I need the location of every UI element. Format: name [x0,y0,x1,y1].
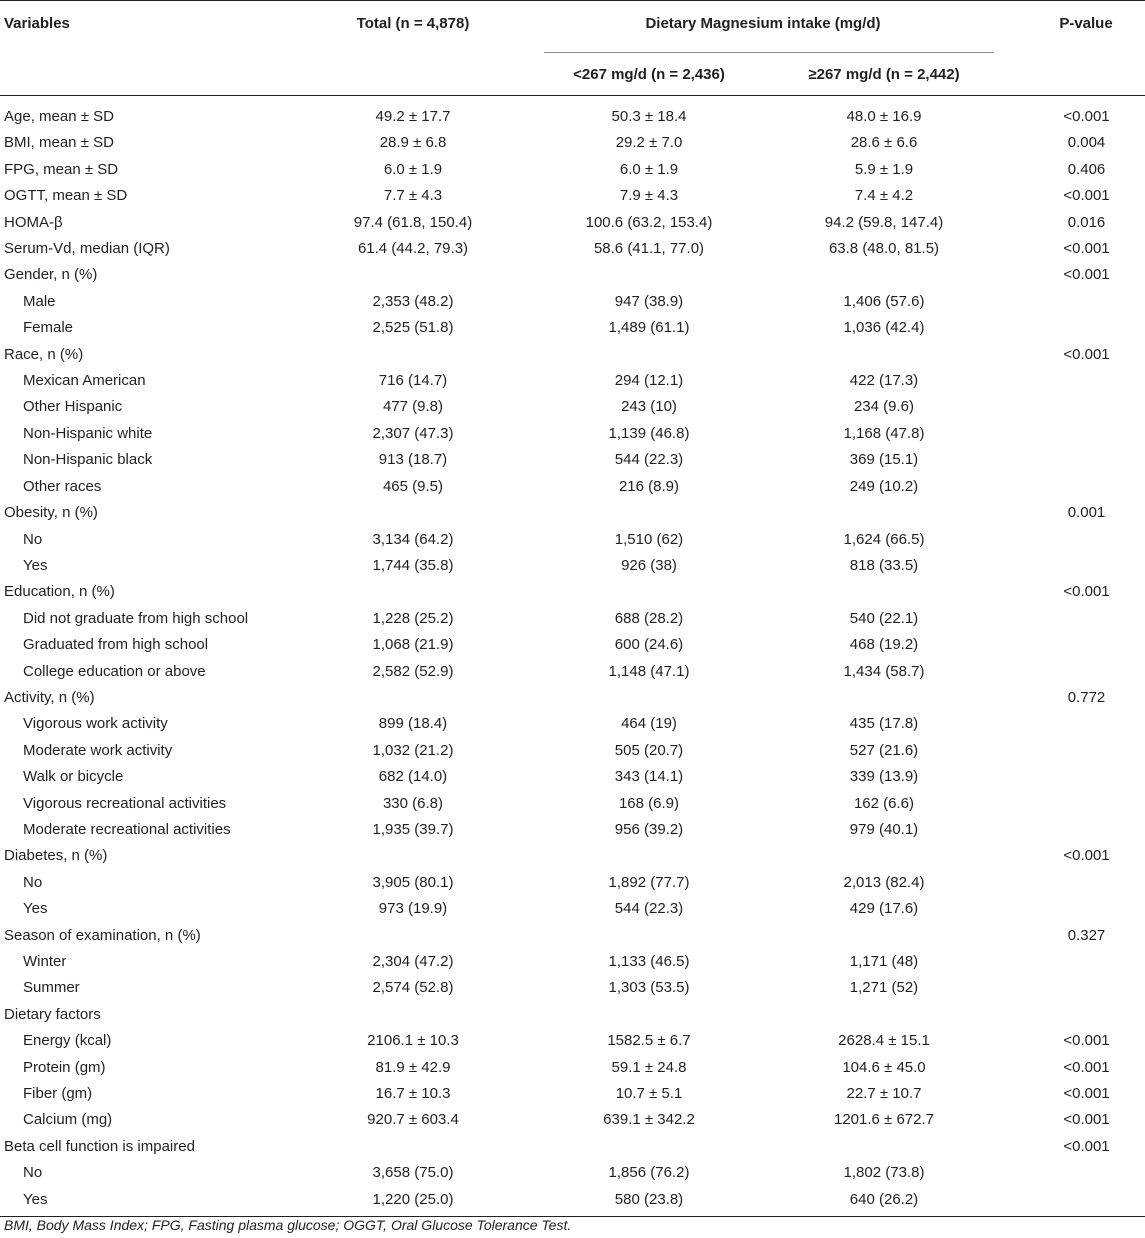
row-label: HOMA-β [4,213,63,231]
row-label: Calcium (mg) [23,1111,113,1129]
cell-high-intake: 979 (40.1) [849,820,919,838]
table-row [0,843,1145,869]
table-row [0,421,1145,447]
row-label: Female [23,319,74,337]
cell-low-intake: 639.1 ± 342.2 [603,1111,695,1129]
row-label: Dietary factors [4,1005,101,1023]
row-label: Vigorous recreational activities [23,794,227,812]
header-empty-2 [298,53,528,96]
cell-total: 7.7 ± 4.3 [383,187,443,205]
row-label: Other Hispanic [23,398,123,416]
table-row [0,96,1145,131]
header-variables: Variables [0,1,298,54]
row-label: Activity, n (%) [4,688,95,706]
row-label: Education, n (%) [4,583,115,601]
cell-high-intake: 640 (26.2) [770,1187,998,1217]
table-row [0,791,1145,817]
table-row [0,1134,1145,1160]
cell-total: 1,220 (25.0) [298,1187,528,1217]
cell-pvalue [998,632,1145,658]
table-row [0,368,1145,394]
cell-total: 3,134 (64.2) [372,530,454,548]
cell-high-intake: 2,013 (82.4) [843,873,925,891]
row-label: Serum-Vd, median (IQR) [4,240,170,258]
table-row [0,157,1145,183]
cell-low-intake: 294 (12.1) [614,372,684,390]
cell-pvalue: 0.327 [1067,926,1106,944]
table-row [0,923,1145,949]
cell-high-intake [770,923,998,949]
header-row-1 [0,1,1145,54]
row-label: Non-Hispanic black [23,451,153,469]
cell-high-intake [770,1002,998,1028]
cell-total: 913 (18.7) [378,451,448,469]
cell-high-intake: 1,171 (48) [849,953,919,970]
cell-total: 61.4 (44.2, 79.3) [357,240,469,258]
cell-low-intake: 1,139 (46.8) [608,424,690,442]
table-row [0,1160,1145,1186]
table-row [0,975,1145,1001]
cell-total [298,843,528,869]
row-label: Protein (gm) [23,1058,106,1076]
row-label: Season of examination, n (%) [4,926,201,944]
cell-low-intake: 59.1 ± 24.8 [611,1058,687,1076]
cell-pvalue [998,791,1145,817]
cell-pvalue [998,527,1145,553]
row-label: Fiber (gm) [23,1085,93,1103]
table-row [0,553,1145,579]
header-total: Total (n = 4,878) [298,1,528,54]
cell-low-intake: 1,892 (77.7) [608,873,690,891]
cell-low-intake [528,1134,770,1160]
cell-pvalue [998,817,1145,843]
table-row [0,632,1145,658]
cell-low-intake: 1,148 (47.1) [608,662,690,680]
header-magnesium-group [528,1,998,54]
cell-high-intake: 28.6 ± 6.6 [850,134,918,152]
row-label: No [23,1164,43,1182]
cell-pvalue: <0.001 [1063,187,1110,205]
row-label: BMI, mean ± SD [4,134,114,152]
cell-low-intake: 600 (24.6) [614,636,684,654]
cell-high-intake: 468 (19.2) [849,636,919,654]
row-label: Gender, n (%) [4,266,98,284]
cell-low-intake: 10.7 ± 5.1 [615,1085,683,1103]
table-row [0,949,1145,975]
table-row [0,1055,1145,1081]
cell-pvalue: <0.001 [1063,847,1110,865]
cell-low-intake: 505 (20.7) [614,741,684,759]
table-row [0,1081,1145,1107]
table-row [0,1002,1145,1028]
cell-total [298,500,528,526]
cell-pvalue [998,289,1145,315]
cell-pvalue: <0.001 [1063,1137,1110,1155]
cell-total: 1,068 (21.9) [372,636,454,654]
cell-low-intake: 50.3 ± 18.4 [611,108,687,125]
cell-pvalue: <0.001 [1063,345,1110,363]
table-row [0,1187,1145,1217]
cell-total: 682 (14.0) [378,768,448,786]
table-row [0,606,1145,632]
row-label: FPG, mean ± SD [4,160,119,178]
cell-high-intake: 540 (22.1) [849,609,919,627]
header-empty-1 [0,53,298,96]
cell-low-intake: 956 (39.2) [614,820,684,838]
table-row [0,210,1145,236]
cell-low-intake [528,262,770,288]
table-row [0,1028,1145,1054]
group-underline [544,52,994,53]
header-pvalue: P-value [998,1,1145,54]
cell-high-intake [770,579,998,605]
header-group-label: Dietary Magnesium intake (mg/d) [645,15,881,32]
table-body [0,96,1145,1217]
cell-pvalue [998,474,1145,500]
cell-low-intake: 343 (14.1) [614,768,684,786]
row-label: Walk or bicycle [23,768,124,786]
cell-low-intake [528,342,770,368]
cell-total [298,342,528,368]
cell-total: 16.7 ± 10.3 [375,1085,451,1103]
cell-low-intake: 29.2 ± 7.0 [615,134,683,152]
row-label: Yes [23,556,48,574]
cell-high-intake: 5.9 ± 1.9 [854,160,914,178]
cell-total: 2,582 (52.9) [372,662,454,680]
cell-high-intake: 104.6 ± 45.0 [842,1058,926,1076]
cell-high-intake: 1,802 (73.8) [843,1164,925,1182]
cell-low-intake [528,685,770,711]
cell-pvalue [998,421,1145,447]
table-row [0,870,1145,896]
cell-low-intake: 1,856 (76.2) [608,1164,690,1182]
table-row [0,817,1145,843]
cell-low-intake [528,500,770,526]
table-row [0,527,1145,553]
table-row [0,500,1145,526]
cell-pvalue: 0.001 [1067,504,1106,522]
cell-low-intake: 464 (19) [621,715,677,733]
header-high-intake: ≥267 mg/d (n = 2,442) [770,53,998,96]
table-row [0,236,1145,262]
cell-total: 973 (19.9) [378,900,448,918]
cell-low-intake [528,1002,770,1028]
cell-high-intake: 429 (17.6) [849,900,919,918]
cell-total: 49.2 ± 17.7 [375,108,451,125]
cell-total: 2,574 (52.8) [372,979,454,997]
cell-total [298,685,528,711]
cell-high-intake: 1,168 (47.8) [843,424,925,442]
cell-low-intake: 544 (22.3) [614,451,684,469]
cell-total: 465 (9.5) [382,477,444,495]
header-low-intake: <267 mg/d (n = 2,436) [528,53,770,96]
cell-high-intake: 7.4 ± 4.2 [854,187,914,205]
cell-high-intake: 1,406 (57.6) [843,292,925,310]
row-label: Yes [0,1187,298,1217]
cell-pvalue: 0.772 [1067,688,1106,706]
cell-high-intake: 162 (6.6) [853,794,915,812]
cell-high-intake: 339 (13.9) [849,768,919,786]
cell-low-intake: 580 (23.8) [528,1187,770,1217]
table-row [0,579,1145,605]
cell-pvalue: 0.016 [1067,213,1106,231]
row-label: Energy (kcal) [23,1032,112,1050]
cell-high-intake: 435 (17.8) [849,715,919,733]
cell-pvalue [998,1187,1145,1217]
row-label: Non-Hispanic white [23,424,153,442]
cell-total: 2,525 (51.8) [372,319,454,337]
cell-total: 3,905 (80.1) [372,873,454,891]
cell-total: 2,307 (47.3) [372,424,454,442]
cell-low-intake: 168 (6.9) [618,794,680,812]
cell-low-intake [528,843,770,869]
cell-pvalue: <0.001 [1063,108,1110,125]
cell-total: 81.9 ± 42.9 [375,1058,451,1076]
cell-high-intake: 818 (33.5) [849,556,919,574]
cell-total: 2,353 (48.2) [372,292,454,310]
cell-low-intake: 926 (38) [621,556,677,574]
cell-pvalue [998,553,1145,579]
cell-total: 899 (18.4) [378,715,448,733]
cell-pvalue [998,975,1145,1001]
table-row [0,394,1145,420]
header-row-2 [0,53,1145,96]
cell-pvalue: 0.004 [1067,134,1106,152]
table-row [0,738,1145,764]
cell-pvalue: <0.001 [1063,240,1110,258]
cell-pvalue [998,738,1145,764]
cell-high-intake: 22.7 ± 10.7 [846,1085,922,1103]
cell-total: 716 (14.7) [378,372,448,390]
cell-low-intake [528,923,770,949]
row-label: Summer [23,979,80,997]
cell-low-intake: 947 (38.9) [614,292,684,310]
cell-high-intake [770,500,998,526]
row-label: Male [23,292,56,310]
table-row [0,711,1145,737]
cell-pvalue: <0.001 [1063,1085,1110,1103]
table-row [0,659,1145,685]
cell-high-intake: 48.0 ± 16.9 [846,108,922,125]
cell-pvalue [998,368,1145,394]
table-row [0,262,1145,288]
cell-pvalue [998,949,1145,975]
cell-high-intake: 527 (21.6) [849,741,919,759]
table-row [0,1107,1145,1133]
cell-pvalue: <0.001 [1063,266,1110,284]
row-label: Beta cell function is impaired [4,1137,195,1155]
header-empty-3 [998,53,1145,96]
cell-low-intake: 7.9 ± 4.3 [619,187,679,205]
cell-low-intake: 1582.5 ± 6.7 [607,1032,691,1050]
cell-total [298,1134,528,1160]
row-label: Winter [23,953,67,970]
cell-high-intake [770,262,998,288]
row-label: No [23,530,43,548]
cell-low-intake: 58.6 (41.1, 77.0) [593,240,705,258]
table-footnote: BMI, Body Mass Index; FPG, Fasting plasma glucose; OGGT, Oral Glucose Tolerance Test. [4,1217,572,1233]
row-label: No [23,873,43,891]
row-label: Other races [23,477,102,495]
cell-low-intake: 544 (22.3) [614,900,684,918]
table-row [0,764,1145,790]
table-row [0,685,1145,711]
cell-low-intake: 688 (28.2) [614,609,684,627]
row-label: Yes [23,900,48,918]
cell-low-intake [528,579,770,605]
cell-pvalue [998,1160,1145,1186]
cell-low-intake: 1,510 (62) [614,530,684,548]
cell-pvalue [998,659,1145,685]
row-label: Moderate recreational activities [23,820,231,838]
cell-pvalue [998,764,1145,790]
row-label: College education or above [23,662,206,680]
cell-total: 2,304 (47.2) [372,953,454,970]
cell-low-intake: 1,489 (61.1) [608,319,690,337]
cell-total: 28.9 ± 6.8 [379,134,447,152]
cell-low-intake: 216 (8.9) [618,477,680,495]
row-label: Did not graduate from high school [23,609,249,627]
cell-high-intake: 1,036 (42.4) [843,319,925,337]
cell-low-intake: 1,133 (46.5) [608,953,690,970]
cell-high-intake [770,685,998,711]
cell-pvalue [998,711,1145,737]
cell-total [298,923,528,949]
cell-high-intake: 234 (9.6) [853,398,915,416]
table-row [0,342,1145,368]
cell-total: 1,228 (25.2) [372,609,454,627]
cell-low-intake: 6.0 ± 1.9 [619,160,679,178]
cell-pvalue [998,896,1145,922]
cell-total [298,579,528,605]
row-label: Obesity, n (%) [4,504,98,522]
cell-pvalue [998,1002,1145,1028]
cell-high-intake: 1,271 (52) [849,979,919,997]
cell-low-intake: 243 (10) [621,398,677,416]
row-label: Age, mean ± SD [4,108,114,125]
cell-high-intake: 63.8 (48.0, 81.5) [828,240,940,258]
cell-low-intake: 1,303 (53.5) [608,979,690,997]
cell-high-intake: 1,624 (66.5) [843,530,925,548]
cell-pvalue [998,606,1145,632]
cell-high-intake: 1,434 (58.7) [843,662,925,680]
row-label: OGTT, mean ± SD [4,187,128,205]
cell-high-intake: 249 (10.2) [849,477,919,495]
table-row [0,130,1145,156]
cell-pvalue: <0.001 [1063,1058,1110,1076]
cell-high-intake: 369 (15.1) [849,451,919,469]
table-row [0,474,1145,500]
table-row [0,896,1145,922]
cell-total: 1,744 (35.8) [372,556,454,574]
table-row [0,289,1145,315]
cell-high-intake: 2628.4 ± 15.1 [838,1032,930,1050]
row-label: Diabetes, n (%) [4,847,108,865]
cell-high-intake [770,1134,998,1160]
row-label: Moderate work activity [23,741,173,759]
table-row [0,447,1145,473]
table-row [0,183,1145,209]
cell-total: 1,032 (21.2) [372,741,454,759]
cell-total: 477 (9.8) [382,398,444,416]
cell-high-intake: 1201.6 ± 672.7 [834,1111,934,1129]
cell-total [298,1002,528,1028]
cell-total: 920.7 ± 603.4 [367,1111,459,1129]
cell-total: 1,935 (39.7) [372,820,454,838]
cell-high-intake [770,843,998,869]
cell-total: 3,658 (75.0) [372,1164,454,1182]
cell-pvalue [998,394,1145,420]
cell-pvalue: 0.406 [1067,160,1106,178]
cell-pvalue: <0.001 [1063,1111,1110,1129]
cell-total [298,262,528,288]
cell-high-intake: 94.2 (59.8, 147.4) [824,213,944,231]
row-label: Race, n (%) [4,345,84,363]
cell-total: 330 (6.8) [382,794,444,812]
cell-pvalue [998,315,1145,341]
cell-high-intake: 422 (17.3) [849,372,919,390]
cell-total: 2106.1 ± 10.3 [367,1032,459,1050]
cell-total: 97.4 (61.8, 150.4) [353,213,473,231]
row-label: Graduated from high school [23,636,209,654]
cell-pvalue [998,447,1145,473]
table-row [0,315,1145,341]
cell-pvalue [998,870,1145,896]
cell-high-intake [770,342,998,368]
cell-pvalue: <0.001 [1063,583,1110,601]
cell-low-intake: 100.6 (63.2, 153.4) [585,213,713,231]
row-label: Vigorous work activity [23,715,168,733]
row-label: Mexican American [23,372,146,390]
cell-pvalue: <0.001 [1063,1032,1110,1050]
cell-total: 6.0 ± 1.9 [383,160,443,178]
